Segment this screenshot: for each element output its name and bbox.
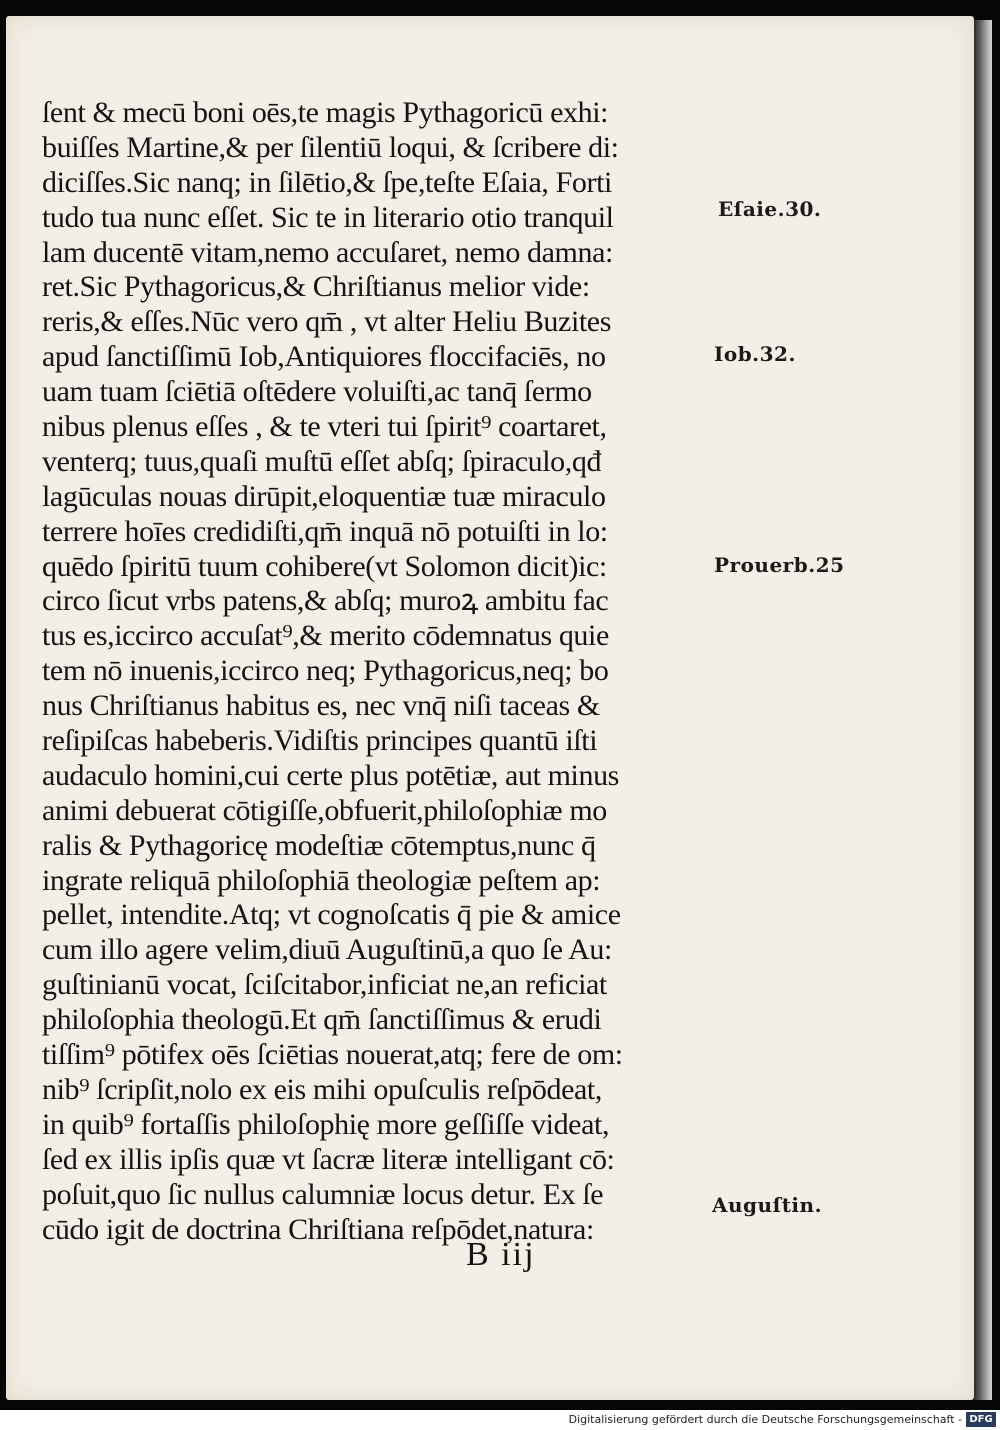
text-line: nibus plenus eſſes , & te vteri tui ſpirit⁹ coartaret,	[42, 410, 607, 444]
text-line: philoſophia theologū.Et qm̄ ſanctiſſimus & erudi	[42, 1003, 602, 1037]
funding-credit: Digitalisierung gefördert durch die Deutsche Forschungsgemeinschaft -	[568, 1413, 962, 1426]
text-line: audaculo homini,cui certe plus potētiæ, aut minus	[42, 758, 619, 792]
page-edge	[974, 20, 992, 1400]
main-text	[42, 96, 708, 1247]
margin-note-prouerb: Prouerb.25	[714, 553, 845, 577]
text-line: animi debuerat cōtigiſſe,obfuerit,philoſophiæ mo	[42, 793, 607, 827]
text-line: reris,& eſſes.Nūc vero qm̄ , vt alter Heliu Buzites	[42, 305, 611, 339]
text-line: ſed ex illis ipſis quæ vt ſacræ literæ intelligant cō:	[42, 1142, 615, 1176]
text-line: poſuit,quo ſic nullus calumniæ locus detur. Ex ſe	[42, 1177, 604, 1211]
text-line: tiſſim⁹ pōtifex oēs ſciētias nouerat,atq; fere de om:	[42, 1038, 623, 1072]
text-line: circo ſicut vrbs patens,& abſq; muroꝝ ambitu fac	[42, 584, 609, 618]
text-line: in quib⁹ fortaſſis philoſophię more geſſiſſe videat,	[42, 1107, 610, 1141]
text-line: buiſſes Martine,& per ſilentiū loqui, & ſcribere di:	[42, 130, 619, 164]
text-line: quēdo ſpiritū tuum cohibere(vt Solomon dicit)ic:	[42, 549, 607, 583]
text-line: nib⁹ ſcripſit,nolo ex eis mihi opuſculis reſpōdeat,	[42, 1072, 602, 1106]
text-line: ſent & mecū boni oēs,te magis Pythagoricū exhi:	[42, 96, 609, 129]
text-line: venterq; tuus,quaſi muſtū eſſet abſq; ſpiraculo,qđ	[42, 444, 602, 478]
text-line: ret.Sic Pythagoricus,& Chriſtianus melior vide:	[42, 270, 590, 304]
text-line: reſipiſcas habeberis.Vidiſtis principes quantū iſti	[42, 724, 598, 758]
text-line: cum illo agere velim,diuū Auguſtinū,a quo ſe Au:	[42, 933, 612, 967]
text-line: pellet, intendite.Atq; vt cognoſcatis q̄ pie & amice	[42, 898, 621, 932]
text-line: lagūculas nouas dirūpit,eloquentiæ tuæ miraculo	[42, 479, 606, 513]
text-line: apud ſanctiſſimū Iob,Antiquiores floccifaciēs, no	[42, 340, 606, 374]
text-line: ingrate reliquā philoſophiā theologiæ peſtem ap:	[42, 863, 601, 897]
text-line: uam tuam ſciētiā oſtēdere voluiſti,ac tanq̄ ſermo	[42, 375, 592, 409]
text-line: ralis & Pythagoricę modeſtiæ cōtemptus,nunc q̄	[42, 828, 596, 862]
text-line: nus Chriſtianus habitus es, nec vnq̄ niſi taceas &	[42, 689, 600, 723]
margin-note-esaie: Eſaie.30.	[718, 197, 822, 221]
text-line: tudo tua nunc eſſet. Sic te in literario otio tranquil	[42, 200, 614, 234]
text-line: terrere hoīes credidiſti,qm̄ inquā nō potuiſti in lo:	[42, 514, 608, 548]
margin-note-iob: Iob.32.	[714, 342, 796, 366]
text-line: lam ducentē vitam,nemo accuſaret, nemo damna:	[42, 235, 613, 269]
text-line: diciſſes.Sic nanq; in ſilētio,& ſpe,teſte Eſaia, Forti	[42, 165, 612, 199]
footer-bar	[0, 1410, 1000, 1430]
text-line: tem nō inuenis,iccirco neq; Pythagoricus,neq; bo	[42, 654, 609, 688]
dfg-logo: DFG	[966, 1412, 996, 1427]
text-line: guſtinianū vocat, ſciſcitabor,inficiat ne,an reficiat	[42, 968, 607, 1002]
margin-note-augustin: Auguſtin.	[712, 1193, 823, 1217]
signature-mark: B iij	[466, 1236, 536, 1273]
text-line: cūdo igit de doctrina Chriſtiana reſpōdet,natura:	[42, 1212, 594, 1246]
text-line: tus es,iccirco accuſat⁹,& merito cōdemnatus quie	[42, 619, 609, 653]
